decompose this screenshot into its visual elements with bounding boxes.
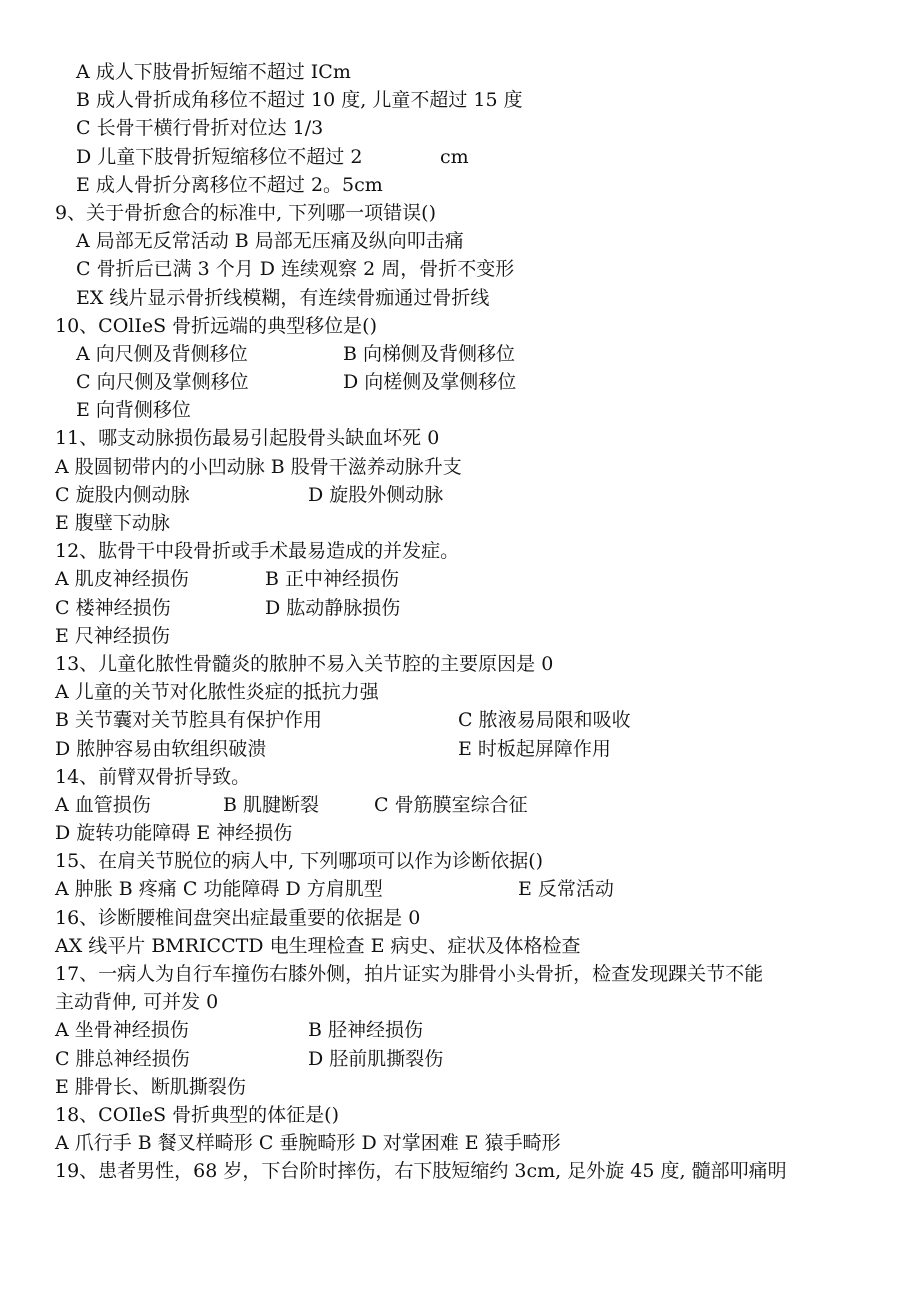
text-line — [0, 678, 920, 706]
line-text: E 向背侧移位 — [76, 399, 191, 422]
text-line — [0, 227, 920, 255]
line-text: A 股圆韧带内的小凹动脉 B 股骨干滋养动脉升支 — [55, 455, 462, 478]
text-line — [0, 481, 920, 509]
line-text: A 肌皮神经损伤 — [55, 568, 189, 591]
text-line — [0, 396, 920, 424]
line-text: D 儿童下肢骨折短缩移位不超过 2 — [76, 145, 363, 168]
line-text: C 骨折后已满 3 个月 D 连续观察 2 周，骨折不变形 — [76, 258, 515, 281]
text-line — [0, 763, 920, 791]
document-body — [0, 58, 920, 1186]
line-text: A 坐骨神经损伤 — [55, 1019, 189, 1042]
line-text: 9、关于骨折愈合的标准中, 下列哪一项错误() — [55, 201, 436, 224]
text-line — [0, 509, 920, 537]
line-option-column: C 骨筋膜室综合征 — [374, 793, 528, 816]
line-text: A 向尺侧及背侧移位 — [76, 342, 248, 365]
text-line — [0, 1045, 920, 1073]
line-text: B 关节囊对关节腔具有保护作用 — [55, 709, 323, 732]
line-option-column: B 胫神经损伤 — [308, 1019, 424, 1042]
text-line — [0, 565, 920, 593]
line-option-column: D 旋股外侧动脉 — [308, 483, 444, 506]
text-line — [0, 58, 920, 86]
text-line — [0, 199, 920, 227]
line-text: A 爪行手 B 餐叉样畸形 C 垂腕畸形 D 对掌困难 E 猿手畸形 — [55, 1132, 561, 1155]
line-text: 15、在肩关节脱位的病人中, 下列哪项可以作为诊断依据() — [55, 850, 544, 873]
line-text: D 脓肿容易由软组织破溃 — [55, 737, 267, 760]
text-line — [0, 312, 920, 340]
line-text: EX 线片显示骨折线模糊，有连续骨痂通过骨折线 — [76, 286, 490, 309]
line-text: 13、儿童化脓性骨髓炎的脓肿不易入关节腔的主要原因是 0 — [55, 652, 554, 675]
line-text: 11、哪支动脉损伤最易引起股骨头缺血坏死 0 — [55, 427, 440, 450]
line-text: 17、一病人为自行车撞伤右膝外侧，拍片证实为腓骨小头骨折，检查发现踝关节不能 — [55, 963, 764, 985]
text-line — [0, 847, 920, 875]
line-option-column: cm — [440, 145, 469, 168]
text-line — [0, 537, 920, 565]
text-line — [0, 875, 920, 903]
text-line — [0, 1073, 920, 1101]
line-text: C 长骨干横行骨折对位达 1/3 — [76, 117, 324, 140]
line-option-column: B 正中神经损伤 — [265, 568, 400, 591]
line-text: 19、患者男性，68 岁，下台阶时摔伤，右下肢短缩约 3cm, 足外旋 45 度, 髓部叩痛明 — [55, 1160, 787, 1183]
text-line — [0, 255, 920, 283]
line-text: 主动背伸, 可并发 0 — [55, 991, 219, 1014]
line-option-column: B 向梯侧及背侧移位 — [343, 342, 516, 365]
line-option-column: E 时板起屏障作用 — [458, 737, 611, 760]
line-text: E 腹壁下动脉 — [55, 512, 170, 534]
line-text: A 成人下肢骨折短缩不超过 ICm — [76, 61, 351, 83]
text-line — [0, 904, 920, 932]
text-line — [0, 819, 920, 847]
line-option-column: D 向槎侧及掌侧移位 — [343, 371, 517, 394]
line-text: C 旋股内侧动脉 — [55, 483, 190, 506]
line-text: 12、肱骨干中段骨折或手术最易造成的并发症。 — [55, 540, 460, 563]
text-line — [0, 340, 920, 368]
line-option-column: B 肌腱断裂 — [223, 793, 320, 816]
text-line — [0, 932, 920, 960]
line-text: C 向尺侧及掌侧移位 — [76, 371, 249, 394]
line-text: E 成人骨折分离移位不超过 2。5cm — [76, 173, 383, 196]
text-line — [0, 706, 920, 734]
text-line — [0, 86, 920, 114]
line-option-column: D 胫前肌撕裂伤 — [308, 1047, 444, 1070]
line-text: A 儿童的关节对化脓性炎症的抵抗力强 — [55, 681, 379, 704]
text-line — [0, 960, 920, 988]
text-line — [0, 1101, 920, 1129]
line-option-column: D 肱动静脉损伤 — [265, 596, 401, 619]
text-line — [0, 594, 920, 622]
line-text: AX 线平片 BMRICCTD 电生理检查 E 病史、症状及体格检查 — [55, 934, 581, 957]
text-line — [0, 735, 920, 763]
text-line — [0, 424, 920, 452]
text-line — [0, 114, 920, 142]
text-line — [0, 284, 920, 312]
line-text: E 腓骨长、断肌撕裂伤 — [55, 1075, 246, 1098]
text-line — [0, 1157, 920, 1185]
line-text: C 腓总神经损伤 — [55, 1047, 190, 1070]
line-text: 18、COIleS 骨折典型的体征是() — [55, 1103, 339, 1126]
line-text: 16、诊断腰椎间盘突出症最重要的依据是 0 — [55, 906, 421, 929]
line-text: 14、前臂双骨折导致。 — [55, 765, 251, 788]
line-option-column: C 脓液易局限和吸收 — [458, 709, 631, 732]
line-text: B 成人骨折成角移位不超过 10 度, 儿童不超过 15 度 — [76, 89, 523, 112]
text-line — [0, 988, 920, 1016]
text-line — [0, 453, 920, 481]
line-text: A 肿胀 B 疼痛 C 功能障碍 D 方肩肌型 — [55, 878, 383, 901]
text-line — [0, 1016, 920, 1044]
line-text: D 旋转功能障碍 E 神经损伤 — [55, 822, 293, 845]
line-text: C 楼神经损伤 — [55, 596, 171, 619]
text-line — [0, 368, 920, 396]
line-text: A 局部无反常活动 B 局部无压痛及纵向叩击痛 — [76, 230, 464, 253]
text-line — [0, 622, 920, 650]
line-text: A 血管损伤 — [55, 793, 151, 816]
text-line — [0, 650, 920, 678]
text-line — [0, 1129, 920, 1157]
text-line — [0, 791, 920, 819]
text-line — [0, 143, 920, 171]
line-option-column: E 反常活动 — [518, 878, 614, 901]
line-text: E 尺神经损伤 — [55, 624, 170, 647]
text-line — [0, 171, 920, 199]
line-text: 10、COlIeS 骨折远端的典型移位是() — [55, 314, 377, 337]
